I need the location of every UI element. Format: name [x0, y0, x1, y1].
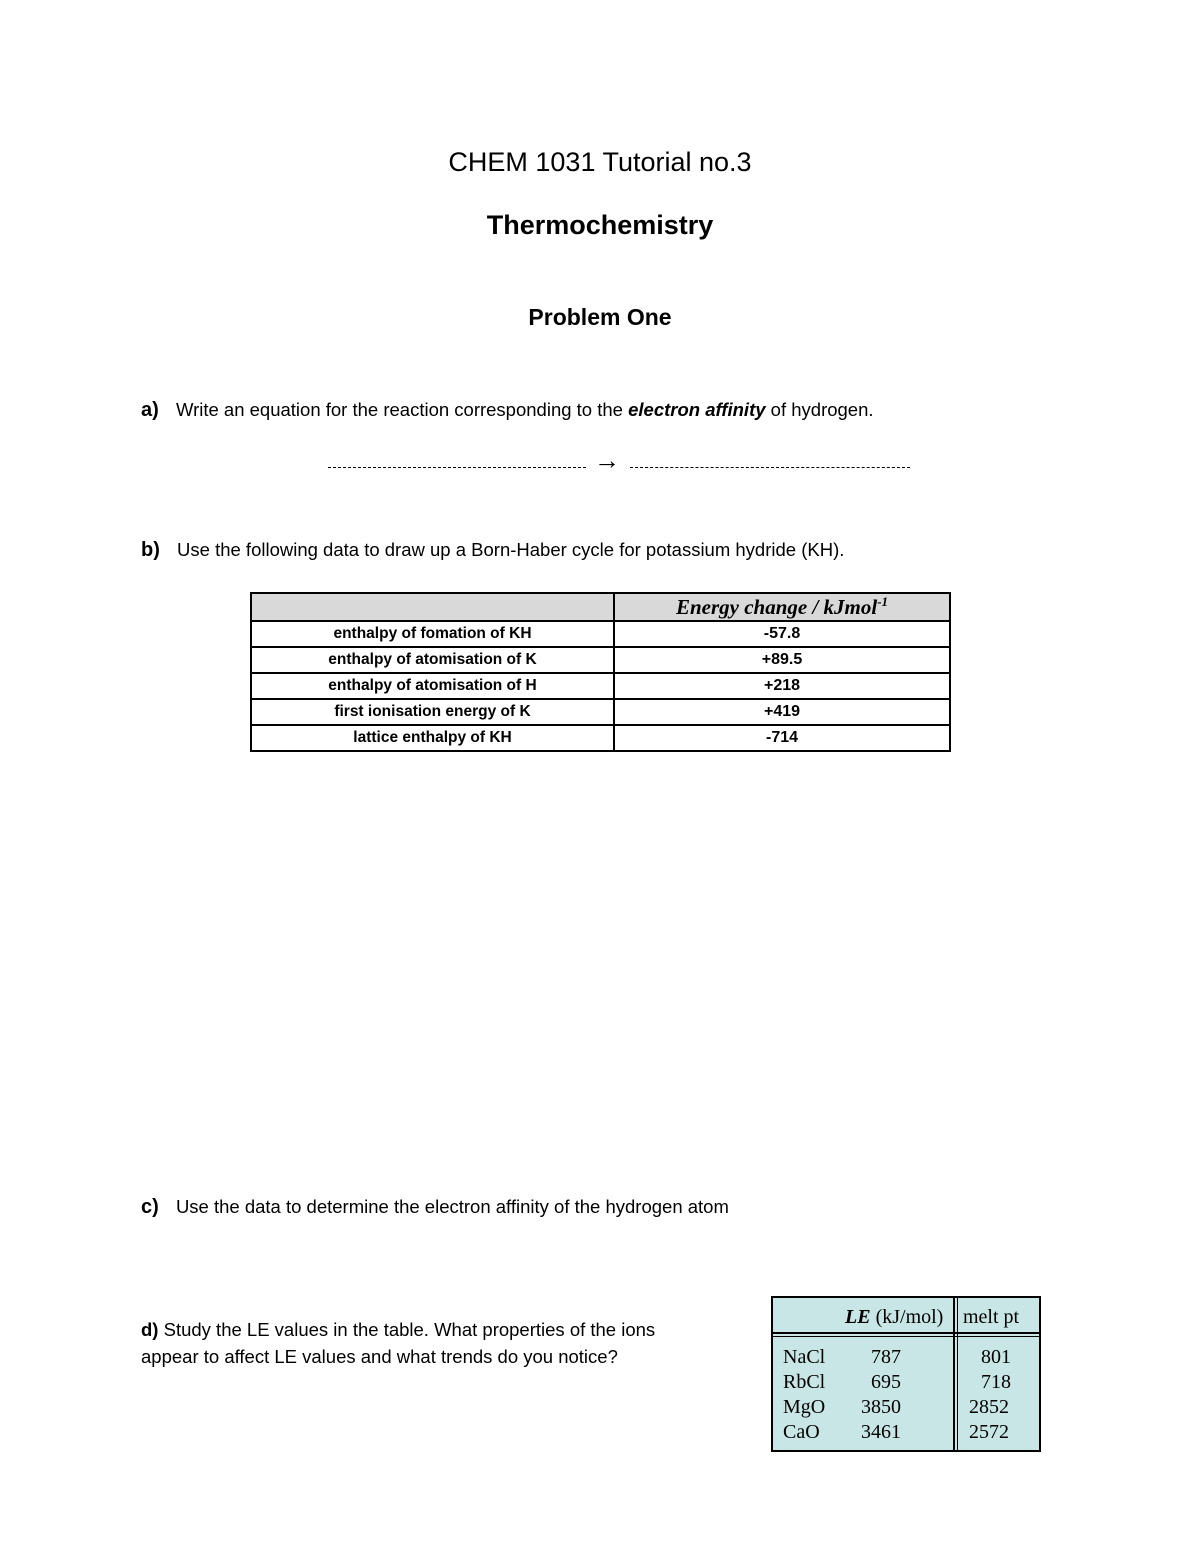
melt-pt-value: 801 — [981, 1346, 1011, 1368]
melt-pt-header: melt pt — [963, 1306, 1020, 1328]
table-cell-property: enthalpy of atomisation of K — [251, 647, 614, 673]
table-row — [251, 621, 950, 647]
le-value: 787 — [871, 1346, 901, 1368]
table-header-row — [251, 593, 950, 621]
table-row — [251, 673, 950, 699]
melt-pt-value: 718 — [981, 1371, 1011, 1393]
question-d — [141, 1316, 655, 1370]
section-heading: Problem One — [528, 304, 672, 330]
question-b-text: Use the following data to draw up a Born-Haber cycle for potassium hydride (KH). — [177, 539, 845, 560]
question-d-line1 — [141, 1316, 655, 1343]
page-subtitle: Thermochemistry — [486, 210, 714, 240]
born-haber-data-table — [250, 592, 951, 752]
table-cell-property: first ionisation energy of K — [251, 699, 614, 725]
question-a — [141, 399, 874, 422]
product-blank-line — [630, 467, 910, 468]
table-row — [251, 699, 950, 725]
table-cell-property: enthalpy of fomation of KH — [251, 621, 614, 647]
compound-name: MgO — [783, 1396, 826, 1418]
table-divider — [953, 1298, 955, 1450]
table-cell-value: +218 — [614, 673, 950, 699]
lattice-energy-table — [771, 1296, 1041, 1452]
question-a-label: a) — [141, 399, 159, 421]
le-header — [845, 1306, 943, 1329]
melt-pt-value: 2572 — [969, 1421, 1009, 1443]
table-header-energy-label: Energy change / kJmol — [675, 595, 878, 619]
page-title: CHEM 1031 Tutorial no.3 — [448, 147, 752, 177]
le-value: 695 — [871, 1371, 901, 1393]
le-value: 3850 — [861, 1396, 901, 1418]
question-b-label: b) — [141, 539, 160, 561]
table-cell-value: -714 — [614, 725, 950, 751]
question-c — [141, 1196, 729, 1219]
question-a-text-after: of hydrogen. — [765, 399, 874, 420]
table-row — [251, 647, 950, 673]
equation-blank — [328, 446, 910, 475]
le-header-unit: (kJ/mol) — [870, 1306, 944, 1328]
compound-name: CaO — [783, 1421, 820, 1443]
melt-pt-value: 2852 — [969, 1396, 1009, 1418]
reaction-arrow: → — [594, 446, 620, 475]
compound-name: NaCl — [783, 1346, 826, 1368]
question-b — [141, 539, 844, 562]
le-header-symbol: LE — [845, 1306, 871, 1328]
table-header-energy — [614, 593, 950, 621]
table-cell-property: enthalpy of atomisation of H — [251, 673, 614, 699]
le-value: 3461 — [861, 1421, 901, 1443]
table-divider — [773, 1332, 1039, 1334]
question-d-label: d) — [141, 1319, 159, 1340]
table-cell-property: lattice enthalpy of KH — [251, 725, 614, 751]
table-cell-value: +419 — [614, 699, 950, 725]
table-divider — [957, 1298, 958, 1450]
question-c-text: Use the data to determine the electron affinity of the hydrogen atom — [175, 1196, 729, 1217]
question-d-text-line1: Study the LE values in the table. What properties of the ions — [158, 1319, 656, 1340]
table-divider — [773, 1336, 1039, 1337]
question-d-text-line2: appear to affect LE values and what trends do you notice? — [141, 1346, 618, 1367]
table-header-blank — [251, 593, 614, 621]
table-cell-value: +89.5 — [614, 647, 950, 673]
question-a-emphasis: electron affinity — [628, 399, 766, 420]
question-a-text-before: Write an equation for the reaction corresponding to the — [175, 399, 629, 420]
question-c-label: c) — [141, 1196, 159, 1218]
compound-name: RbCl — [783, 1371, 826, 1393]
table-header-superscript: -1 — [877, 594, 889, 609]
table-row — [251, 725, 950, 751]
reactant-blank-line — [328, 467, 586, 468]
table-cell-value: -57.8 — [614, 621, 950, 647]
